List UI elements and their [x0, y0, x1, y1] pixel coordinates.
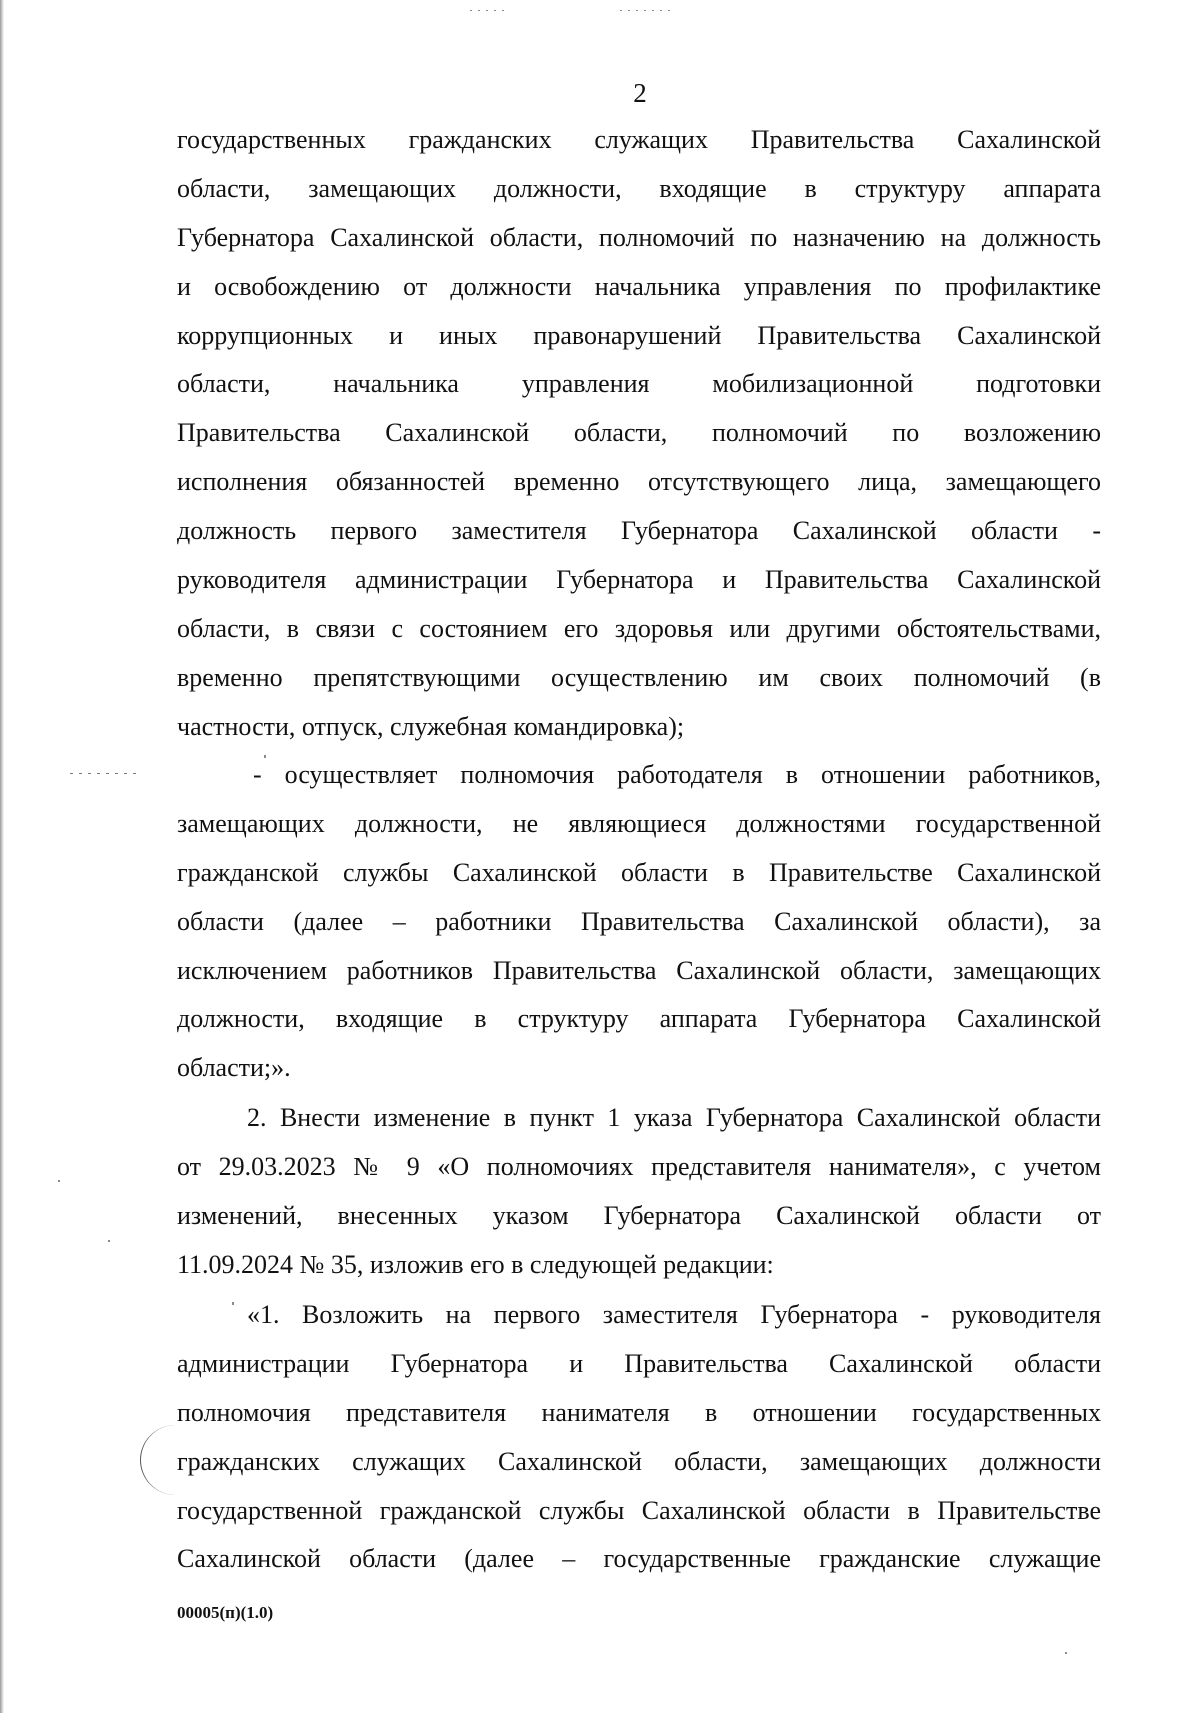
text-line: изменений, внесенных указом Губернатора Сахалинской области от	[177, 1200, 1101, 1230]
paragraph-quoted-item-1	[177, 1291, 1101, 1584]
text-line: администрации Губернатора и Правительства Сахалинской области	[177, 1348, 1101, 1378]
document-footer-code: 00005(п)(1.0)	[177, 1603, 274, 1622]
paragraph-employer-powers	[177, 751, 1101, 1093]
text-line: 2. Внести изменение в пункт 1 указа Губернатора Сахалинской области	[247, 1103, 1101, 1132]
text-line: замещающих должности, не являющиеся должностями государственной	[177, 808, 1101, 838]
text-line: частности, отпуск, служебная командировка);	[177, 711, 685, 741]
text-line: должности, входящие в структуру аппарата Губернатора Сахалинской	[177, 1004, 1101, 1034]
text-line: исполнения обязанностей временно отсутствующего лица, замещающего	[177, 467, 1101, 497]
paragraph-item-2	[177, 1094, 1101, 1290]
scan-dot-mark	[1065, 1652, 1067, 1654]
text-line: временно препятствующими осуществлению им своих полномочий (в	[177, 662, 1101, 692]
text-line: исключением работников Правительства Сахалинской области, замещающих	[177, 955, 1101, 985]
text-line: гражданской службы Сахалинской области в Правительстве Сахалинской	[177, 857, 1101, 887]
text-line: - осуществляет полномочия работодателя в отношении работников,	[253, 760, 1101, 789]
paragraph-continuation	[177, 116, 1101, 752]
text-line: коррупционных и иных правонарушений Правительства Сахалинской	[177, 320, 1101, 350]
text-line: области;».	[177, 1053, 291, 1083]
text-line: 11.09.2024 № 35, изложив его в следующей редакции:	[177, 1249, 774, 1279]
text-line: от 29.03.2023 № 9 «О полномочиях представителя нанимателя», с учетом	[177, 1151, 1101, 1181]
scan-dot-mark	[108, 1240, 110, 1242]
scan-dot-mark	[232, 1302, 234, 1305]
text-line: «1. Возложить на первого заместителя Губернатора - руководителя	[247, 1300, 1101, 1329]
scan-dash-mark	[620, 10, 670, 11]
scan-dash-mark	[70, 773, 140, 774]
text-line: руководителя администрации Губернатора и Правительства Сахалинской	[177, 565, 1101, 595]
text-line: области (далее – работники Правительства Сахалинской области), за	[177, 906, 1101, 936]
text-line: Сахалинской области (далее – государственные гражданские служащие	[177, 1544, 1101, 1574]
scan-dash-mark	[470, 10, 510, 11]
text-line: государственной гражданской службы Сахалинской области в Правительстве	[177, 1495, 1101, 1525]
text-line: области, замещающих должности, входящие в структуру аппарата	[177, 173, 1101, 203]
scan-dot-mark	[58, 1180, 60, 1182]
pen-arc-mark	[140, 1425, 211, 1495]
text-line: области, начальника управления мобилизационной подготовки	[177, 369, 1101, 399]
text-line: должность первого заместителя Губернатора Сахалинской области -	[177, 516, 1101, 546]
text-line: Губернатора Сахалинской области, полномочий по назначению на должность	[177, 222, 1101, 252]
scan-edge-shadow	[0, 0, 4, 1713]
page-number: 2	[633, 78, 647, 108]
text-line: области, в связи с состоянием его здоровья или другими обстоятельствами,	[177, 613, 1101, 643]
text-line: государственных гражданских служащих Правительства Сахалинской	[177, 125, 1101, 154]
text-line: гражданских служащих Сахалинской области, замещающих должности	[177, 1446, 1101, 1476]
scan-dot-mark	[264, 755, 266, 758]
text-line: и освобождению от должности начальника управления по профилактике	[177, 271, 1101, 301]
text-line: Правительства Сахалинской области, полномочий по возложению	[177, 418, 1101, 448]
text-line: полномочия представителя нанимателя в отношении государственных	[177, 1397, 1101, 1427]
